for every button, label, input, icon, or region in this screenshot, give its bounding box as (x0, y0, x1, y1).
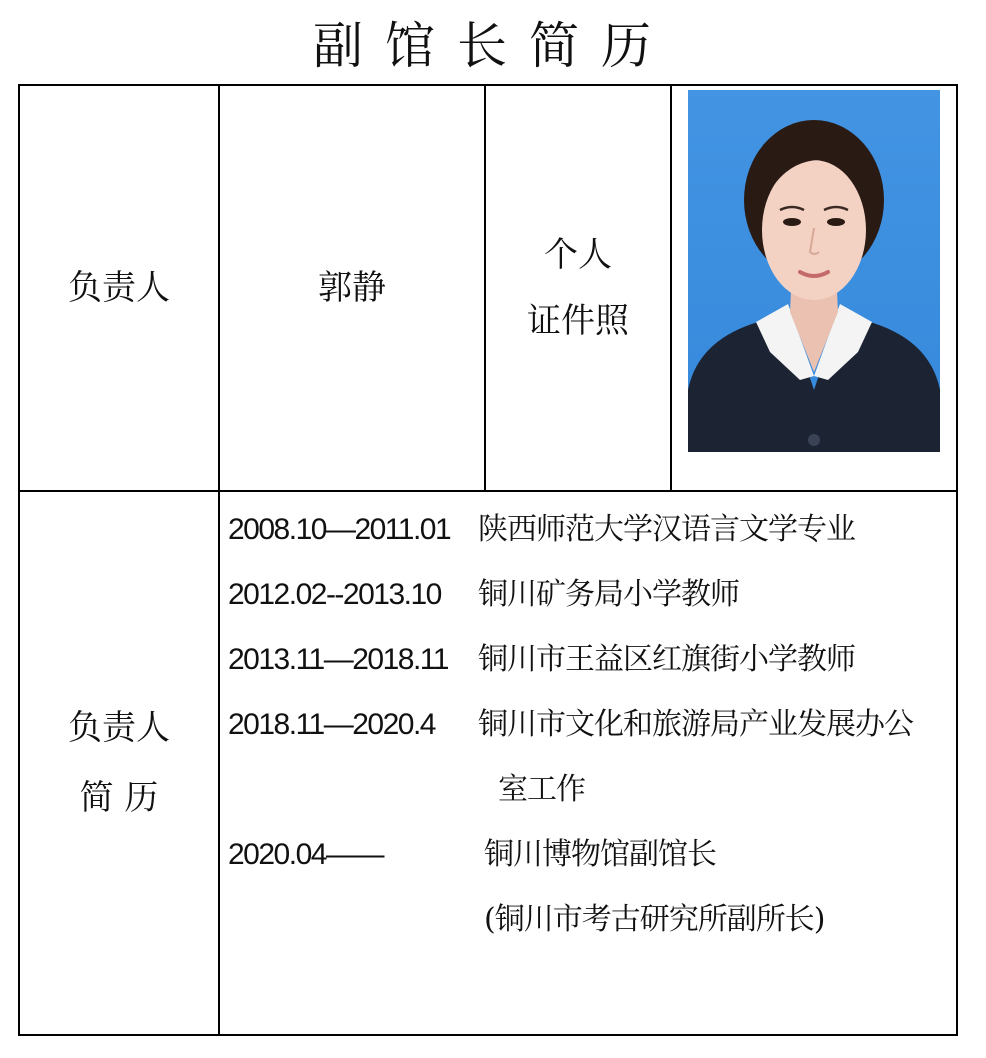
history-desc: 铜川市文化和旅游局产业发展办公 (478, 707, 913, 742)
history-entry (228, 835, 950, 875)
history-date: 2018.11—2020.4 (228, 708, 435, 741)
responsible-person-label-cell (19, 85, 219, 491)
basic-info-row (19, 85, 957, 491)
resume-table (18, 84, 958, 1036)
history-row (19, 491, 957, 1035)
history-label-cell (19, 491, 219, 1035)
responsible-person-label: 负责人 (68, 268, 170, 308)
page-title: 副馆长简历 (313, 17, 673, 75)
history-entry (228, 575, 950, 615)
history-label-line1: 负责人 (68, 708, 170, 748)
history-desc-continuation: 室工作 (498, 772, 585, 807)
history-desc: 铜川矿务局小学教师 (478, 577, 739, 612)
history-desc: 铜川市王益区红旗街小学教师 (478, 642, 855, 677)
history-desc: 陕西师范大学汉语言文学专业 (478, 512, 855, 547)
history-date: 2008.10—2011.01 (228, 513, 451, 546)
history-date: 2020.04—— (228, 838, 383, 871)
history-desc: 铜川博物馆副馆长 (484, 837, 716, 872)
history-date: 2012.02--2013.10 (228, 578, 441, 611)
history-entry (228, 705, 950, 745)
history-date: 2013.11—2018.11 (228, 643, 448, 676)
photo-label-line2: 证件照 (527, 301, 629, 341)
id-photo (688, 90, 940, 452)
history-entry (228, 510, 950, 550)
person-name: 郭静 (318, 268, 386, 308)
history-content-cell (219, 491, 957, 1035)
history-entry (228, 640, 950, 680)
history-desc-continuation: (铜川市考古研究所副所长) (484, 902, 825, 937)
photo-cell (671, 85, 957, 491)
photo-label-cell (485, 85, 671, 491)
history-label-line2: 简 历 (79, 778, 159, 818)
name-cell (219, 85, 485, 491)
photo-label-line1: 个人 (544, 235, 612, 275)
